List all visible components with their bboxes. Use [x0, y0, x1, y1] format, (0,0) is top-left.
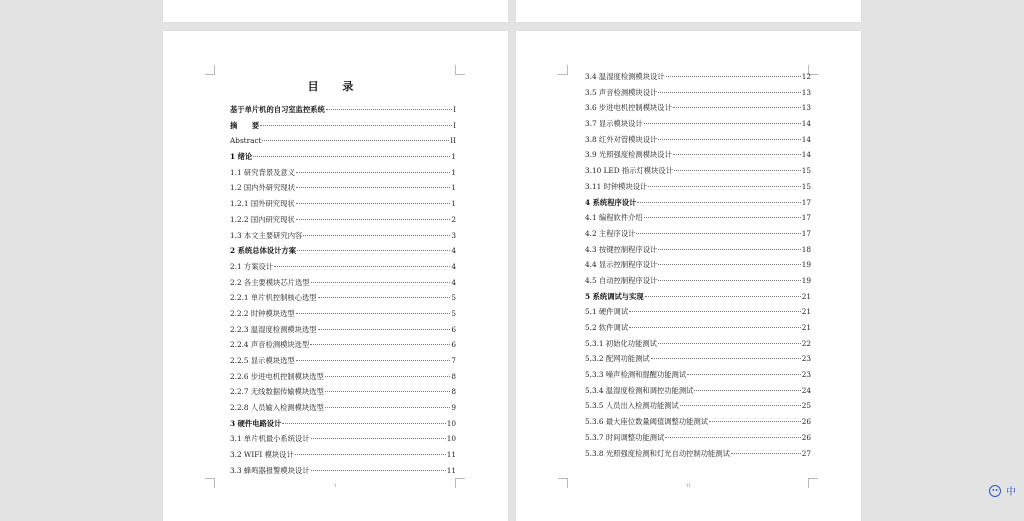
toc-entry-title: 2.2.3 温湿度检测模块选型: [230, 324, 317, 334]
toc-entry-page: I: [453, 120, 456, 130]
toc-entry-page: 19: [801, 275, 811, 285]
toc-entry[interactable]: [230, 450, 456, 466]
toc-entry-page: I: [453, 105, 456, 114]
toc-entry[interactable]: [585, 339, 811, 355]
toc-entry-title: 3.3 蜂鸣器报警模块设计: [230, 465, 310, 475]
toc-entry[interactable]: [585, 433, 811, 449]
toc-entry[interactable]: [230, 419, 456, 435]
toc-heading: 目 录: [307, 80, 364, 93]
toc-page-left: [163, 31, 508, 521]
toc-leader-dots: [645, 296, 801, 297]
toc-entry[interactable]: [585, 260, 811, 276]
toc-entry-page: 17: [801, 228, 811, 238]
toc-entry-page: 24: [801, 385, 811, 395]
toc-leader-dots: [651, 358, 801, 359]
toc-entry[interactable]: [585, 449, 811, 465]
toc-leader-dots: [253, 156, 450, 157]
toc-entry-title: 3.6 步进电机控制模块设计: [585, 103, 672, 113]
toc-entry-page: 11: [446, 465, 456, 475]
toc-entry-page: 18: [801, 244, 811, 254]
toc-leader-dots: [296, 203, 451, 204]
toc-entry[interactable]: [230, 136, 456, 152]
ime-icon[interactable]: ••: [989, 485, 1001, 497]
toc-leader-dots: [666, 76, 801, 77]
toc-entry[interactable]: [230, 466, 456, 482]
toc-entry[interactable]: [230, 262, 456, 278]
toc-leader-dots: [644, 123, 801, 124]
toc-entry-title: 4.5 自动控制程序设计: [585, 275, 658, 285]
toc-leader-dots: [325, 376, 450, 377]
toc-leader-dots: [260, 125, 452, 126]
toc-entry[interactable]: [585, 245, 811, 261]
toc-entry[interactable]: [585, 229, 811, 245]
ime-indicator[interactable]: [989, 483, 1016, 498]
toc-entry-page: 12: [801, 72, 811, 81]
toc-entry[interactable]: [585, 213, 811, 229]
toc-entry-title: 5.3.4 温湿度检测和调控功能测试: [585, 385, 694, 395]
toc-leader-dots: [296, 313, 451, 314]
toc-entry[interactable]: [585, 307, 811, 323]
toc-entry-title: 5 系统调试与实现: [585, 291, 644, 301]
toc-entry-page: 10: [446, 418, 456, 428]
toc-entry-page: 23: [801, 370, 811, 380]
toc-entry-title: 5.3.1 初始化功能测试: [585, 338, 657, 348]
crop-mark: [558, 65, 568, 75]
toc-entry[interactable]: [585, 386, 811, 402]
toc-entry-page: 1: [451, 199, 456, 209]
toc-entry[interactable]: [585, 182, 811, 198]
toc-leader-dots: [680, 405, 801, 406]
toc-leader-dots: [310, 344, 450, 345]
previous-page-left: [163, 0, 508, 22]
toc-entry-page: 27: [801, 448, 811, 458]
toc-entry-page: 8: [451, 387, 456, 397]
toc-entry-title: 3.4 温湿度检测模块设计: [585, 72, 665, 81]
toc-entry-page: 13: [801, 103, 811, 113]
toc-entry-page: 9: [451, 403, 456, 413]
toc-leader-dots: [636, 233, 800, 234]
toc-leader-dots: [731, 453, 801, 454]
toc-entry[interactable]: [585, 166, 811, 182]
toc-entry-page: 7: [451, 356, 456, 365]
toc-entry-title: 2.2.8 人员输入检测模块选型: [230, 403, 324, 413]
toc-entry[interactable]: [585, 370, 811, 386]
toc-entry-page: 21: [801, 291, 811, 301]
toc-entry-title: 5.1 硬件调试: [585, 307, 629, 317]
toc-entry-title: 4.4 显示控制程序设计: [585, 260, 658, 270]
toc-entry-page: 14: [801, 134, 811, 144]
toc-entry-title: 3 硬件电路设计: [230, 418, 282, 428]
toc-entry-title: 2.2.6 步进电机控制模块选型: [230, 371, 324, 381]
toc-entry-page: 2: [451, 214, 456, 224]
toc-leader-dots: [674, 170, 801, 171]
toc-entry-page: 5: [451, 293, 456, 303]
toc-entry-page: 13: [801, 87, 811, 97]
toc-entry-title: 2.2.1 单片机控制核心选型: [230, 293, 317, 303]
toc-entry[interactable]: [585, 150, 811, 166]
toc-entry-page: 21: [801, 307, 811, 317]
toc-entry-title: 4.3 按键控制程序设计: [585, 244, 658, 254]
toc-entry-title: 1.2.2 国内研究现状: [230, 214, 295, 224]
toc-leader-dots: [318, 329, 451, 330]
toc-entry-title: 3.1 单片机最小系统设计: [230, 434, 310, 444]
toc-entry[interactable]: [230, 356, 456, 372]
toc-leader-dots: [296, 360, 451, 361]
toc-entry-page: 6: [451, 340, 456, 350]
toc-entry-title: 摘 要: [230, 120, 260, 130]
toc-entry-title: 5.3.7 时间调整功能测试: [585, 432, 665, 442]
toc-entry[interactable]: [585, 292, 811, 308]
toc-leader-dots: [658, 264, 800, 265]
toc-entry[interactable]: [585, 276, 811, 292]
toc-entry[interactable]: [230, 199, 456, 215]
toc-entry[interactable]: [230, 293, 456, 309]
toc-entry-title: 2.2.7 无线数据传输模块选型: [230, 387, 324, 397]
toc-entry[interactable]: [230, 325, 456, 341]
toc-entry-title: 1.2 国内外研究现状: [230, 183, 296, 193]
toc-entry[interactable]: [230, 309, 456, 325]
toc-entry-title: 3.7 显示模块设计: [585, 119, 643, 129]
previous-page-right: [516, 0, 861, 22]
toc-entry-title: 1 绪论: [230, 152, 253, 162]
toc-entry[interactable]: [230, 105, 456, 121]
toc-leader-dots: [658, 139, 800, 140]
toc-entry[interactable]: [230, 403, 456, 419]
toc-leader-dots: [311, 470, 446, 471]
toc-entry-page: 4: [451, 246, 456, 256]
toc-leader-dots: [665, 437, 800, 438]
toc-leader-dots: [325, 391, 450, 392]
toc-entry-page: 6: [451, 324, 456, 334]
toc-leader-dots: [318, 297, 451, 298]
crop-mark: [205, 65, 215, 75]
toc-leader-dots: [295, 454, 446, 455]
page-number: I: [334, 483, 337, 489]
toc-leader-dots: [658, 343, 801, 344]
toc-entry-title: 5.3.5 人员出入检测功能测试: [585, 401, 679, 411]
toc-entry-title: 3.5 声音检测模块设计: [585, 87, 658, 97]
toc-page-right: [516, 31, 861, 521]
toc-entry[interactable]: [230, 278, 456, 294]
toc-leader-dots: [658, 249, 800, 250]
toc-entry[interactable]: [230, 231, 456, 247]
toc-entry-page: 21: [801, 323, 811, 332]
toc-entry-page: 26: [801, 417, 811, 427]
toc-leader-dots: [629, 327, 801, 328]
toc-leader-dots: [296, 219, 451, 220]
toc-entry-title: 2 系统总体设计方案: [230, 246, 296, 256]
toc-leader-dots: [637, 202, 800, 203]
toc-entry-title: 1.1 研究背景及意义: [230, 167, 296, 177]
toc-leader-dots: [673, 107, 801, 108]
toc-entry-page: 1: [451, 167, 456, 177]
toc-leader-dots: [297, 250, 450, 251]
toc-leader-dots: [325, 407, 450, 408]
toc-entry-page: 17: [801, 197, 811, 207]
toc-entry-title: 2.2 各主要模块芯片选型: [230, 277, 310, 287]
toc-entry-title: 4.1 编程软件介绍: [585, 213, 643, 223]
toc-entry-page: 14: [801, 119, 811, 129]
toc-entry-page: 10: [446, 434, 456, 444]
toc-leader-dots: [282, 423, 445, 424]
toc-leader-dots: [296, 172, 450, 173]
toc-entry-page: 25: [801, 401, 811, 411]
toc-entry-page: 26: [801, 432, 811, 442]
toc-leader-dots: [673, 154, 801, 155]
toc-entry-title: 4.2 主程序设计: [585, 228, 636, 238]
toc-entry[interactable]: [585, 88, 811, 104]
toc-entry-title: 3.8 红外对管模块设计: [585, 134, 658, 144]
toc-leader-dots: [311, 282, 451, 283]
toc-leader-dots: [262, 140, 449, 141]
toc-leader-dots: [687, 374, 801, 375]
toc-entry-page: 15: [801, 181, 811, 191]
toc-entry[interactable]: [230, 183, 456, 199]
toc-leader-dots: [648, 186, 800, 187]
toc-entry[interactable]: [585, 103, 811, 119]
toc-entry[interactable]: [230, 246, 456, 262]
toc-leader-dots: [326, 109, 452, 110]
toc-entry-title: 1.3 本文主要研究内容: [230, 230, 303, 240]
toc-entry-page: 19: [801, 260, 811, 270]
toc-list: [230, 105, 456, 482]
toc-entry[interactable]: [230, 121, 456, 137]
toc-entry[interactable]: [230, 215, 456, 231]
toc-entry-page: II: [450, 136, 456, 146]
toc-entry[interactable]: [230, 372, 456, 388]
toc-entry-title: 5.3.6 最大座位数量阈值调整功能测试: [585, 417, 709, 427]
toc-entry-title: 2.2.5 显示模块选型: [230, 356, 295, 365]
toc-entry-page: 4: [451, 277, 456, 287]
toc-entry-title: 基于单片机的自习室监控系统: [230, 105, 325, 114]
toc-entry-page: 3: [451, 230, 456, 240]
toc-entry-page: 1: [451, 183, 456, 193]
toc-entry[interactable]: [585, 323, 811, 339]
toc-entry[interactable]: [585, 198, 811, 214]
toc-entry[interactable]: [585, 72, 811, 88]
toc-entry[interactable]: [230, 152, 456, 168]
page-number: II: [686, 483, 691, 489]
toc-entry-page: 23: [801, 354, 811, 364]
toc-entry[interactable]: [585, 401, 811, 417]
toc-entry-title: 2.2.4 声音检测模块选型: [230, 340, 310, 350]
toc-leader-dots: [311, 438, 446, 439]
toc-entry-title: 5.2 软件调试: [585, 323, 629, 332]
toc-entry-page: 22: [801, 338, 811, 348]
toc-entry[interactable]: [230, 387, 456, 403]
toc-entry-page: 4: [451, 261, 456, 271]
toc-leader-dots: [658, 92, 800, 93]
toc-entry[interactable]: [230, 340, 456, 356]
toc-entry-title: 5.3.2 配网功能测试: [585, 354, 650, 364]
toc-entry[interactable]: [585, 119, 811, 135]
toc-entry[interactable]: [585, 417, 811, 433]
toc-leader-dots: [644, 217, 801, 218]
toc-list: [585, 72, 811, 464]
toc-entry-page: 8: [451, 371, 456, 381]
toc-entry-page: 11: [446, 450, 456, 460]
toc-entry-title: 1.2.1 国外研究现状: [230, 199, 295, 209]
toc-leader-dots: [658, 280, 800, 281]
toc-entry[interactable]: [585, 135, 811, 151]
toc-leader-dots: [303, 235, 450, 236]
toc-entry[interactable]: [585, 354, 811, 370]
toc-entry-title: 3.10 LED 指示灯模块设计: [585, 166, 673, 176]
toc-entry-title: 3.11 时钟模块设计: [585, 181, 648, 191]
toc-entry-page: 14: [801, 150, 811, 160]
toc-entry[interactable]: [230, 168, 456, 184]
toc-entry-page: 5: [451, 308, 456, 318]
crop-mark: [455, 65, 465, 75]
toc-entry-page: 1: [451, 152, 456, 162]
toc-leader-dots: [694, 390, 800, 391]
toc-entry-title: 2.1 方案设计: [230, 261, 274, 271]
toc-entry-title: 4 系统程序设计: [585, 197, 637, 207]
toc-entry-title: Abstract: [230, 136, 262, 146]
toc-entry-page: 17: [801, 213, 811, 223]
toc-entry-title: 5.3.3 噪声检测和提醒功能测试: [585, 370, 687, 380]
toc-entry-page: 15: [801, 166, 811, 176]
toc-leader-dots: [274, 266, 450, 267]
toc-leader-dots: [629, 311, 801, 312]
toc-entry[interactable]: [230, 434, 456, 450]
toc-leader-dots: [296, 187, 450, 188]
ime-language-label[interactable]: 中: [1006, 487, 1016, 498]
toc-entry-title: 2.2.2 时钟模块选型: [230, 308, 295, 318]
toc-leader-dots: [709, 421, 801, 422]
toc-entry-title: 3.9 光照强度检测模块设计: [585, 150, 672, 160]
toc-entry-title: 3.2 WIFI 模块设计: [230, 450, 294, 460]
toc-entry-title: 5.3.8 光照强度检测和灯光自动控制功能测试: [585, 448, 730, 458]
